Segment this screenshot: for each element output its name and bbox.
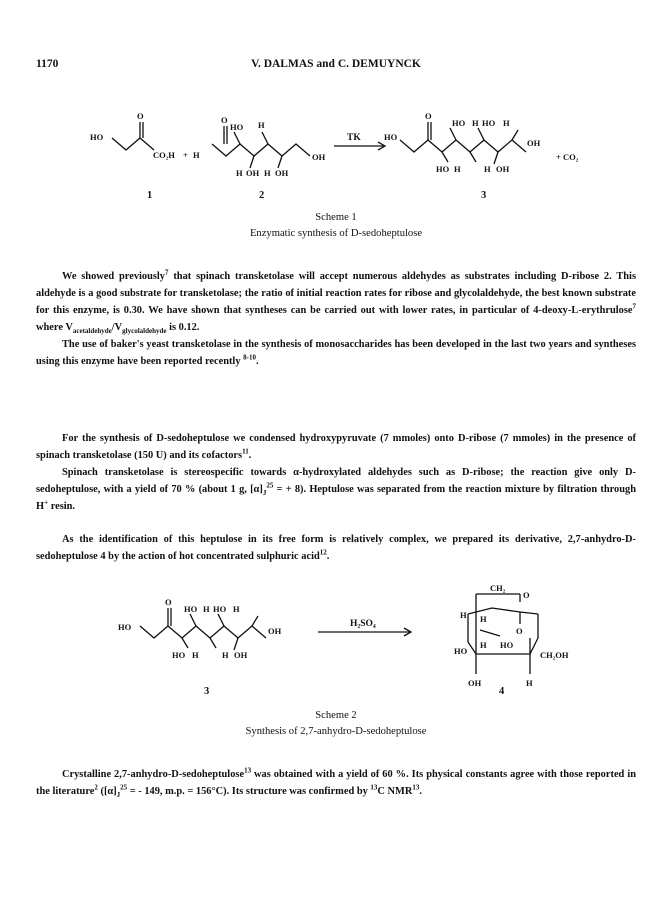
scheme-2-subtitle: Synthesis of 2,7-anhydro-D-sedoheptulose — [245, 726, 427, 737]
paragraph-crystalline: Crystalline 2,7-anhydro-D-sedoheptulose$^{13}$ was obtained with a yield of 60 %. Its physical constants agree with those reported in the literature$^2$ ($[\alpha]_J^{25}$ = - 149, m.p. = 156°C). Its structure was confirmed by $^{13}$C NMR$^{13}$. — [36, 766, 636, 800]
s2-c3-ho-top1: HO — [184, 604, 198, 614]
page-number: 1170 — [36, 58, 59, 70]
compound-label-2: 2 — [259, 190, 265, 201]
compound-label-3: 3 — [481, 190, 487, 201]
s2-c4-h-bot: H — [526, 678, 533, 688]
s1-c2-oh-end: OH — [312, 152, 326, 162]
s1-c2-ho: HO — [230, 122, 244, 132]
s1-c3-oh-end: OH — [527, 138, 541, 148]
s2-c3-o: O — [165, 597, 172, 607]
paragraph-block-4 — [36, 766, 636, 800]
s2-c4-o-mid: O — [516, 626, 523, 636]
s1-c3-ho: HO — [384, 132, 398, 142]
s2-c4-h3: H — [480, 640, 487, 650]
s2-c4-o-top: O — [523, 590, 530, 600]
paragraph-bakers-yeast: The use of baker's yeast transketolase in the synthesis of monosaccharides has been developed in the last two years and syntheses using this enzyme have been reported recently $^{8-10}$. — [36, 339, 636, 367]
paragraph-previous-work: We showed previously$^7$ that spinach transketolase will accept numerous aldehydes as substrates including D-ribose 2. This aldehyde is a good substrate for transketolase; the ratio of initial reaction rates for ribose and glycolaldehyde, the best known substrate for this enzyme, is 0.30. We have shown that syntheses can be carried out with lower rates, in particular of 4-deoxy-L-erythrulose$^7$ where $V_{acetaldehyde}/V_{glycolaldehyde}$ is 0.12. — [36, 268, 636, 336]
compound-label-1: 1 — [147, 190, 153, 201]
paragraph-identification: As the identification of this heptulose in its free form is relatively complex, we prepared its derivative, 2,7-anhydro-D-sedoheptulose 4 by the action of hot concentrated sulphuric acid$^{12}$. — [36, 534, 636, 562]
scheme-1-title: Scheme 1 — [315, 212, 357, 223]
s2-c3-ho: HO — [118, 622, 132, 632]
s1-c2-h-b1: H — [236, 168, 243, 178]
scheme2-c3-chain — [140, 626, 266, 638]
s2-c3-h-bot1: H — [192, 650, 199, 660]
scheme1-c2-chain — [212, 144, 310, 156]
s2-c3-h-top1: H — [203, 604, 210, 614]
paragraph-block-1 — [36, 268, 636, 370]
s1-c3-h-top1: H — [472, 118, 479, 128]
s1-c2-h-top: H — [258, 120, 265, 130]
s1-c3-ho-top2: HO — [482, 118, 496, 128]
s2-c3-ho-top2: HO — [213, 604, 227, 614]
s1-c1-co2h: CO₂H — [153, 150, 175, 160]
scheme1-c1-chain — [112, 138, 154, 150]
s1-c1-o: O — [137, 111, 144, 121]
scheme-1-subtitle: Enzymatic synthesis of D-sedoheptulose — [249, 228, 423, 239]
paragraph-stereospecific: Spinach transketolase is stereospecific towards α-hydroxylated aldehydes such as D-ribose; the reaction give only D-sedoheptulose, with a yield of 70 % (about 1 g, $[\alpha]_J^{25}$ = + 8). Heptulose was separated from the reaction mixture by filtration through H+ resin. — [36, 467, 636, 512]
s2-c3-oh-bot: OH — [234, 650, 248, 660]
scheme2-compound-label-3: 3 — [204, 686, 210, 697]
s1-c3-ho-top1: HO — [452, 118, 466, 128]
s2-c3-h-top2: H — [233, 604, 240, 614]
scheme-1-structures — [0, 100, 672, 210]
s1-arrow-label: TK — [347, 133, 361, 143]
scheme-1-caption — [0, 210, 672, 242]
s1-c2-h: H — [193, 150, 200, 160]
s2-c3-ho-bot: HO — [172, 650, 186, 660]
s1-c3-oh-bot: OH — [496, 164, 510, 174]
scheme-2-caption — [0, 708, 672, 740]
scheme-2-title: Scheme 2 — [315, 710, 357, 721]
s2-c4-h2: H — [480, 614, 487, 624]
scheme1-c3-chain — [400, 140, 526, 152]
s2-c4-ho-mid: HO — [500, 640, 514, 650]
s2-c3-h-bot2: H — [222, 650, 229, 660]
paragraph-block-2 — [36, 430, 636, 515]
s1-c1-ho: HO — [90, 132, 104, 142]
running-header-authors: V. DALMAS and C. DEMUYNCK — [251, 58, 421, 70]
s2-c4-ch2oh: CH₂OH — [540, 650, 569, 660]
s1-c3-ho-bot: HO — [436, 164, 450, 174]
s1-plus: + — [183, 150, 188, 160]
s1-c3-o: O — [425, 111, 432, 121]
s2-c4-ch2: CH₂ — [490, 583, 506, 593]
s2-c4-ho-left: HO — [454, 646, 468, 656]
s1-c2-o: O — [221, 115, 228, 125]
s1-c3-h-bot1: H — [454, 164, 461, 174]
s2-c3-oh-end: OH — [268, 626, 282, 636]
scheme2-compound-label-4: 4 — [499, 686, 505, 697]
s1-co2: + CO₂ — [556, 152, 579, 162]
paragraph-synthesis: For the synthesis of D-sedoheptulose we condensed hydroxypyruvate (7 mmoles) onto D-ribose (7 mmoles) in the presence of spinach transketolase (150 U) and its cofactors$^{11}$. — [36, 433, 636, 461]
s2-reagent: H₂SO₄ — [350, 619, 376, 629]
s2-c4-oh-bot: OH — [468, 678, 482, 688]
paragraph-block-3 — [36, 531, 636, 565]
s1-c3-h-bot2: H — [484, 164, 491, 174]
s1-c2-h-b2: H — [264, 168, 271, 178]
s1-c2-oh-b1: OH — [246, 168, 260, 178]
s1-c3-h-top2: H — [503, 118, 510, 128]
s2-c4-h1: H — [460, 610, 467, 620]
s1-c2-oh-b2: OH — [275, 168, 289, 178]
scheme-2-structures — [0, 578, 672, 708]
